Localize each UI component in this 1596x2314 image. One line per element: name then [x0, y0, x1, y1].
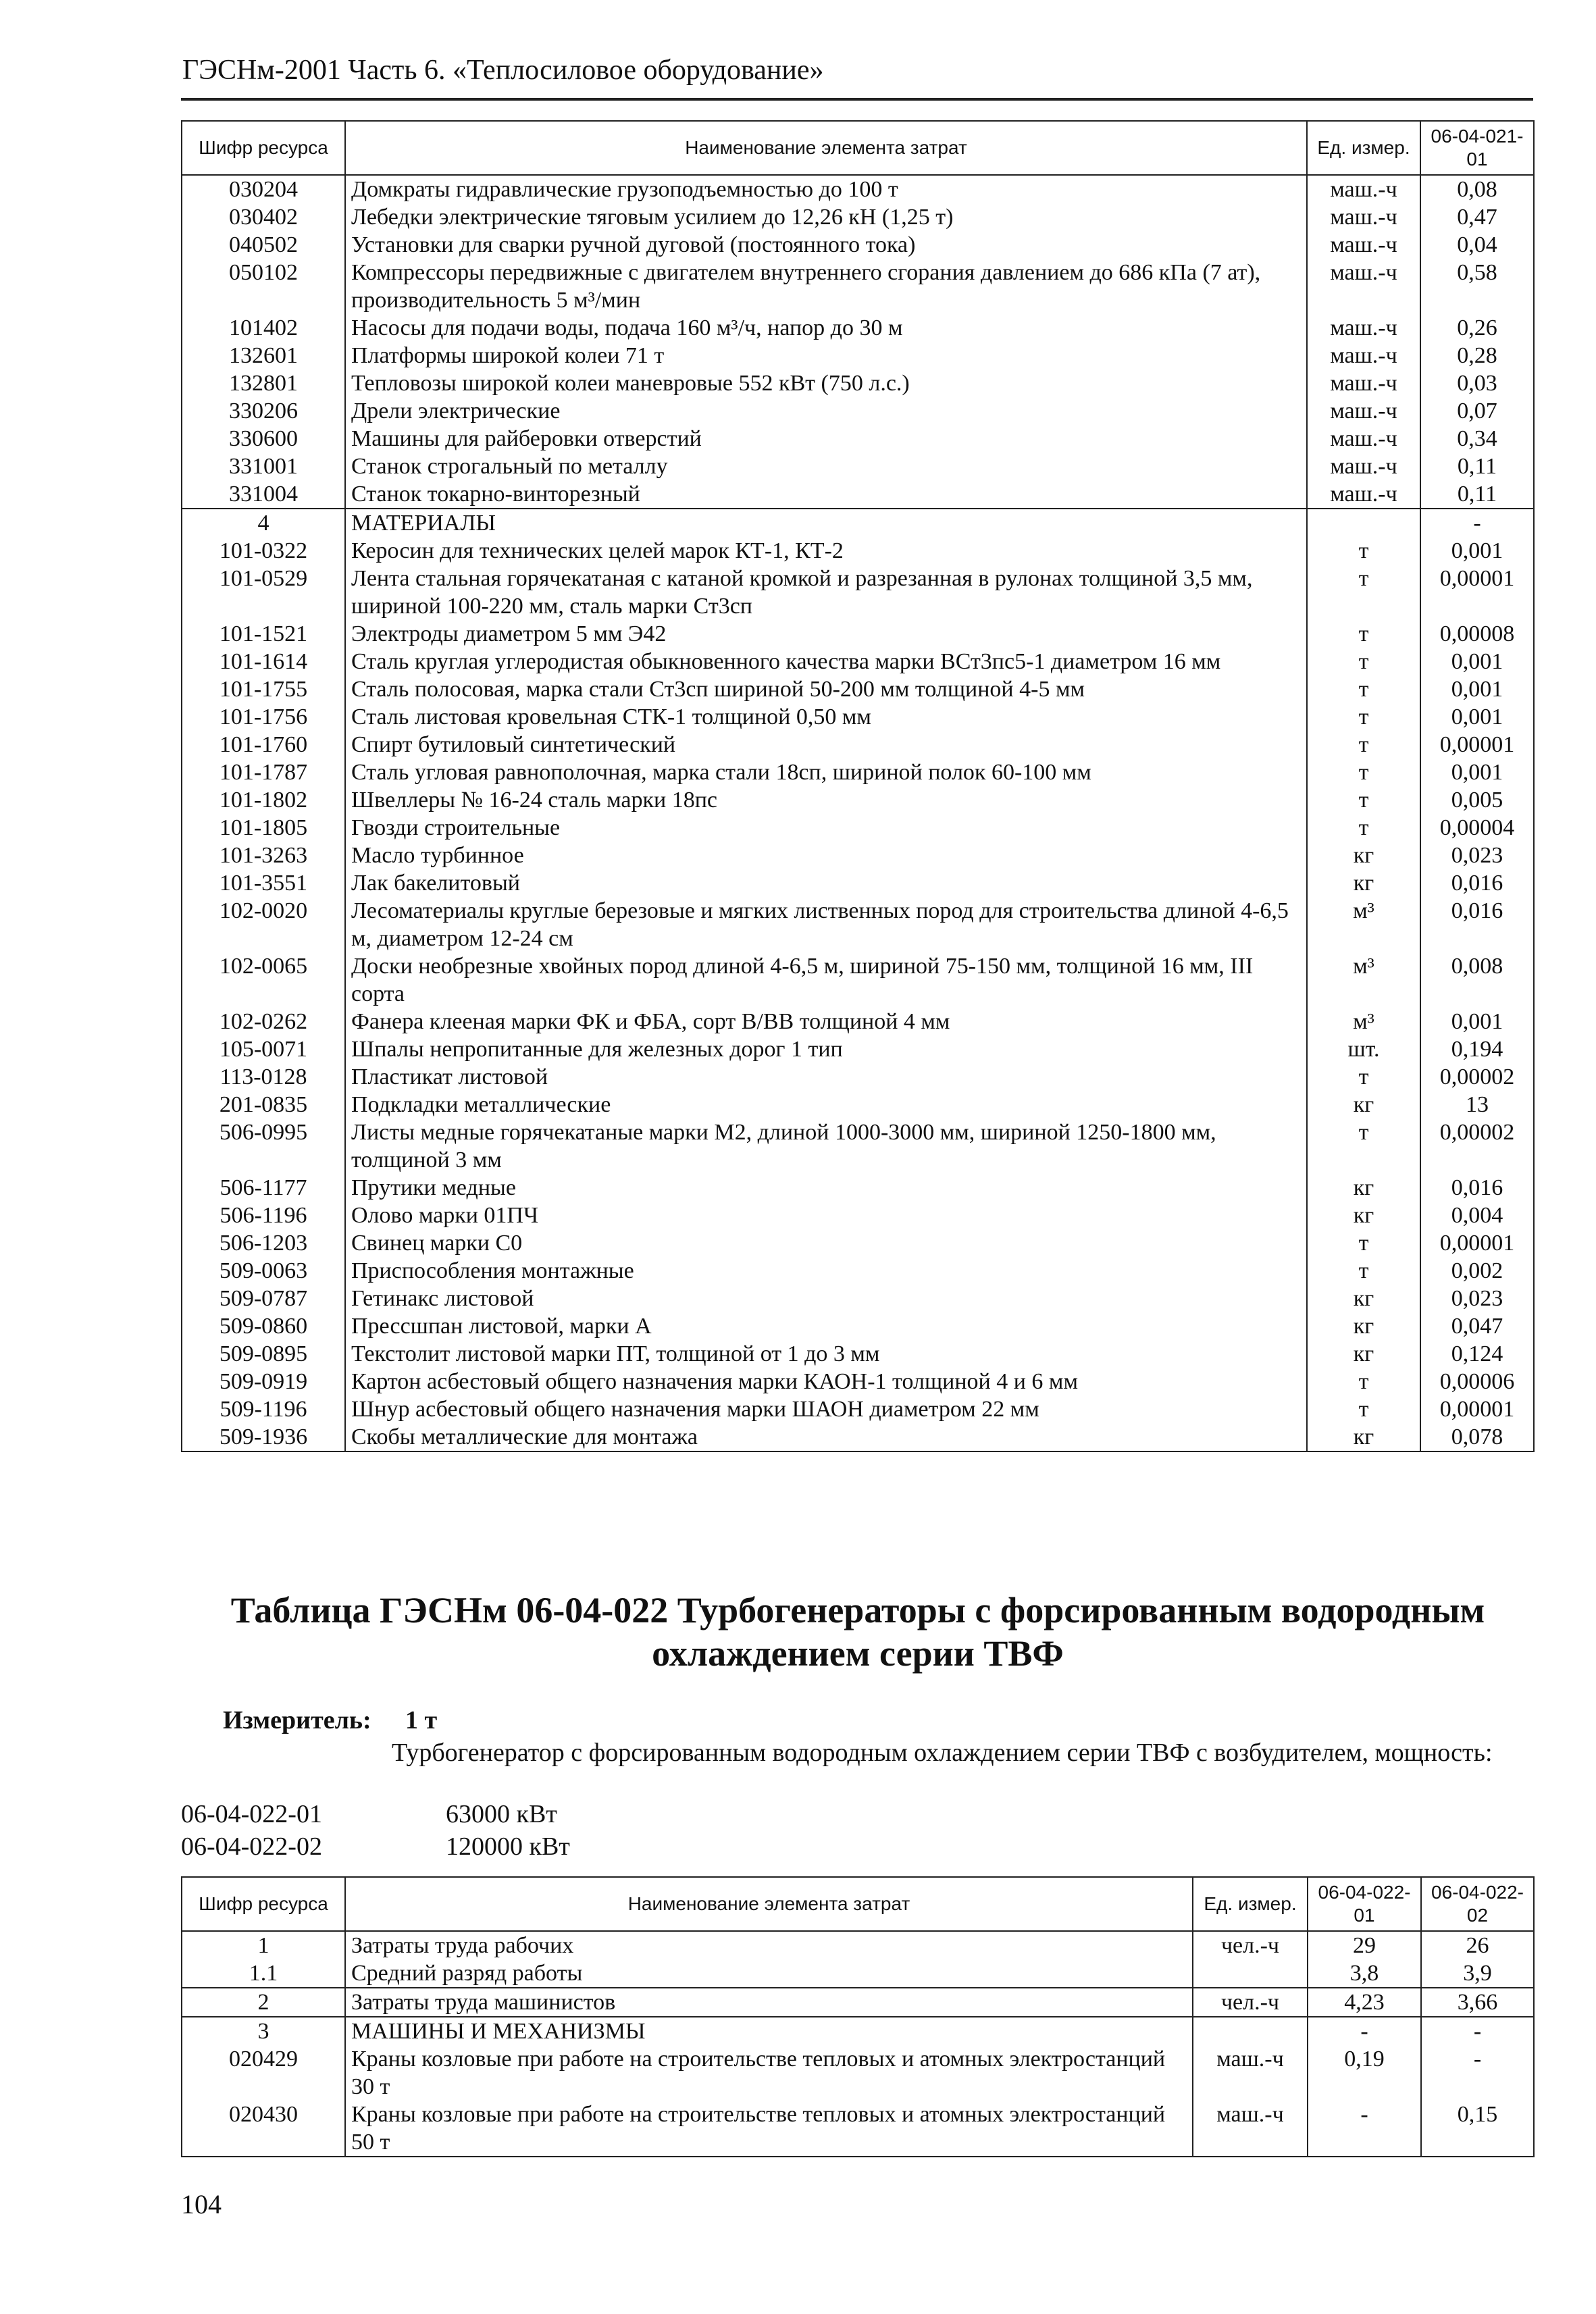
unit-cell: маш.-ч [1193, 2101, 1308, 2157]
resource-code: 1.1 [182, 1959, 345, 1988]
table-row [182, 620, 1534, 648]
unit-cell: т [1307, 1229, 1420, 1257]
resource-code: 040502 [182, 231, 345, 259]
resource-code: 101-1787 [182, 759, 345, 786]
table-row [182, 397, 1534, 425]
resource-name: Спирт бутиловый синтетический [345, 731, 1307, 759]
table-row [182, 231, 1534, 259]
unit-cell [1193, 2017, 1308, 2045]
value-cell-1: 0,001 [1420, 537, 1534, 565]
value-cell-1: 0,03 [1420, 369, 1534, 397]
unit-cell: маш.-ч [1307, 369, 1420, 397]
resource-name: Гвозди строительные [345, 814, 1307, 842]
col-header-unit: Ед. измер. [1193, 1877, 1308, 1931]
resource-name: Приспособления монтажные [345, 1257, 1307, 1285]
unit-cell: т [1307, 731, 1420, 759]
running-header: ГЭСНм-2001 Часть 6. «Теплосиловое оборудование» [182, 55, 824, 86]
resource-name: Краны козловые при работе на строительстве тепловых и атомных электростанций 30 т [345, 2045, 1193, 2101]
resource-code: 102-0065 [182, 952, 345, 1008]
resource-name: Текстолит листовой марки ПТ, толщиной от 1 до 3 мм [345, 1340, 1307, 1368]
resource-name: Шнур асбестовый общего назначения марки ШАОН диаметром 22 мм [345, 1395, 1307, 1423]
resource-code: 102-0262 [182, 1008, 345, 1035]
unit-cell: т [1307, 675, 1420, 703]
value-cell-1: 0,001 [1420, 675, 1534, 703]
value-cell-2: 26 [1421, 1931, 1534, 1959]
resource-name: Сталь листовая кровельная СТК-1 толщиной 0,50 мм [345, 703, 1307, 731]
section-row [182, 2017, 1534, 2045]
value-cell-1: 0,078 [1420, 1423, 1534, 1451]
table-row [182, 203, 1534, 231]
value-cell-1: 0,016 [1420, 1174, 1534, 1202]
value-cell-1: 0,047 [1420, 1312, 1534, 1340]
unit-cell: м³ [1307, 897, 1420, 952]
unit-cell: маш.-ч [1307, 231, 1420, 259]
resource-name: Домкраты гидравлические грузоподъемностью до 100 т [345, 175, 1307, 203]
resource-table-022 [181, 1876, 1535, 2157]
value-cell-1: 0,00001 [1420, 1395, 1534, 1423]
value-cell-1: - [1420, 509, 1534, 537]
table-row [182, 425, 1534, 453]
unit-cell: кг [1307, 1285, 1420, 1312]
resource-name: Пластикат листовой [345, 1063, 1307, 1091]
table-row [182, 1285, 1534, 1312]
resource-name: Тепловозы широкой колеи маневровые 552 кВт (750 л.с.) [345, 369, 1307, 397]
table-row [182, 1174, 1534, 1202]
value-cell-1: 0,28 [1420, 342, 1534, 369]
table-row [182, 897, 1534, 952]
unit-cell: маш.-ч [1307, 175, 1420, 203]
resource-name: Машины для райберовки отверстий [345, 425, 1307, 453]
unit-cell: чел.-ч [1193, 1931, 1308, 1959]
value-cell-1: 0,001 [1420, 759, 1534, 786]
value-cell-1: 0,023 [1420, 842, 1534, 869]
resource-name: Подкладки металлические [345, 1091, 1307, 1119]
table-row [182, 2101, 1534, 2157]
unit-cell: м³ [1307, 1008, 1420, 1035]
value-cell-2: - [1421, 2017, 1534, 2045]
table-row [182, 1119, 1534, 1174]
col-header-unit: Ед. измер. [1307, 121, 1420, 175]
value-cell-1: - [1308, 2017, 1421, 2045]
resource-name: Электроды диаметром 5 мм Э42 [345, 620, 1307, 648]
unit-cell: маш.-ч [1307, 203, 1420, 231]
resource-code: 506-0995 [182, 1119, 345, 1174]
unit-cell: т [1307, 1368, 1420, 1395]
resource-code: 509-0895 [182, 1340, 345, 1368]
table-row [182, 869, 1534, 897]
resource-code: 101-1756 [182, 703, 345, 731]
col-header-value-2: 06-04-022-02 [1421, 1877, 1534, 1931]
table-row [182, 1340, 1534, 1368]
resource-code: 101-0322 [182, 537, 345, 565]
unit-cell: т [1307, 814, 1420, 842]
table-row [182, 1202, 1534, 1229]
resource-name: Сталь угловая равнополочная, марка стали 18сп, шириной полок 60-100 мм [345, 759, 1307, 786]
unit-cell [1193, 1959, 1308, 1988]
table-row [182, 342, 1534, 369]
table-row [182, 1931, 1534, 1959]
resource-code: 3 [182, 2017, 345, 2045]
resource-name: Фанера клееная марки ФК и ФБА, сорт В/ВВ толщиной 4 мм [345, 1008, 1307, 1035]
resource-code: 331001 [182, 453, 345, 480]
value-cell-1: 0,005 [1420, 786, 1534, 814]
resource-code: 101-3551 [182, 869, 345, 897]
resource-code: 030402 [182, 203, 345, 231]
resource-code: 102-0020 [182, 897, 345, 952]
resource-code: 101-1521 [182, 620, 345, 648]
value-cell-1: 0,47 [1420, 203, 1534, 231]
col-header-code: Шифр ресурса [182, 1877, 345, 1931]
value-cell-1: 29 [1308, 1931, 1421, 1959]
resource-code: 509-0063 [182, 1257, 345, 1285]
resource-code: 101-0529 [182, 565, 345, 620]
table-row [182, 1423, 1534, 1451]
resource-name: Лесоматериалы круглые березовые и мягких лиственных пород для строительства длиной 4-6,5 м, диаметром 12-24 см [345, 897, 1307, 952]
table-row [182, 175, 1534, 203]
resource-code: 020430 [182, 2101, 345, 2157]
resource-code: 1 [182, 1931, 345, 1959]
col-header-name: Наименование элемента затрат [345, 1877, 1193, 1931]
table-row [182, 453, 1534, 480]
col-header-name: Наименование элемента затрат [345, 121, 1307, 175]
resource-name: Прутики медные [345, 1174, 1307, 1202]
value-cell-2: 3,66 [1421, 1988, 1534, 2017]
table-row [182, 2045, 1534, 2101]
value-cell-1: 0,58 [1420, 259, 1534, 314]
resource-code: 506-1196 [182, 1202, 345, 1229]
table-row [182, 1959, 1534, 1988]
table-row [182, 1008, 1534, 1035]
value-cell-1: 0,00002 [1420, 1119, 1534, 1174]
value-cell-1: 0,002 [1420, 1257, 1534, 1285]
resource-name: Скобы металлические для монтажа [345, 1423, 1307, 1451]
resource-code: 101-1805 [182, 814, 345, 842]
unit-cell: маш.-ч [1307, 425, 1420, 453]
meter-description: Турбогенератор с форсированным водородным охлаждением серии ТВФ с возбудителем, мощность: [392, 1739, 1493, 1767]
unit-cell: м³ [1307, 952, 1420, 1008]
meter-value: 1 т [405, 1706, 438, 1734]
table-row [182, 648, 1534, 675]
resource-name: Средний разряд работы [345, 1959, 1193, 1988]
value-cell-1: 0,001 [1420, 648, 1534, 675]
unit-cell: чел.-ч [1193, 1988, 1308, 2017]
resource-name: Сталь круглая углеродистая обыкновенного качества марки ВСт3пс5-1 диаметром 16 мм [345, 648, 1307, 675]
value-cell-1: 0,00006 [1420, 1368, 1534, 1395]
resource-code: 331004 [182, 480, 345, 509]
resource-name: Компрессоры передвижные с двигателем внутреннего сгорания давлением до 686 кПа (7 ат), производительность 5 м³/мин [345, 259, 1307, 314]
resource-code: 101-1755 [182, 675, 345, 703]
unit-cell: т [1307, 1395, 1420, 1423]
resource-code: 509-0787 [182, 1285, 345, 1312]
value-cell-1: - [1308, 2101, 1421, 2157]
resource-name: Керосин для технических целей марок КТ-1, КТ-2 [345, 537, 1307, 565]
resource-name: Станок токарно-винторезный [345, 480, 1307, 509]
resource-name: Лебедки электрические тяговым усилием до 12,26 кН (1,25 т) [345, 203, 1307, 231]
unit-cell: кг [1307, 842, 1420, 869]
unit-cell: т [1307, 1119, 1420, 1174]
resource-name: Масло турбинное [345, 842, 1307, 869]
value-cell-1: 13 [1420, 1091, 1534, 1119]
value-cell-2: 0,15 [1421, 2101, 1534, 2157]
table-row [182, 1257, 1534, 1285]
unit-cell: кг [1307, 1423, 1420, 1451]
value-cell-1: 0,001 [1420, 1008, 1534, 1035]
resource-code: 101-1802 [182, 786, 345, 814]
unit-cell: маш.-ч [1307, 480, 1420, 509]
resource-code: 330600 [182, 425, 345, 453]
resource-name: МАШИНЫ И МЕХАНИЗМЫ [345, 2017, 1193, 2045]
resource-code: 506-1203 [182, 1229, 345, 1257]
resource-name: Свинец марки С0 [345, 1229, 1307, 1257]
unit-cell: маш.-ч [1307, 342, 1420, 369]
value-cell-1: 0,00001 [1420, 731, 1534, 759]
unit-cell: маш.-ч [1193, 2045, 1308, 2101]
resource-code: 101-3263 [182, 842, 345, 869]
section-row [182, 1988, 1534, 2017]
table-row [182, 814, 1534, 842]
resource-code: 4 [182, 509, 345, 537]
resource-code: 509-1196 [182, 1395, 345, 1423]
value-cell-1: 0,004 [1420, 1202, 1534, 1229]
header-rule [181, 98, 1533, 101]
resource-name: Гетинакс листовой [345, 1285, 1307, 1312]
unit-cell: маш.-ч [1307, 453, 1420, 480]
resource-name: Сталь полосовая, марка стали Ст3сп шириной 50-200 мм толщиной 4-5 мм [345, 675, 1307, 703]
col-header-value-1: 06-04-022-01 [1308, 1877, 1421, 1931]
resource-code: 509-0860 [182, 1312, 345, 1340]
table-row [182, 259, 1534, 314]
table-title: Таблица ГЭСНм 06-04-022 Турбогенераторы с форсированным водородным охлаждением серии ТВФ [230, 1590, 1485, 1674]
meter-label: Измеритель: [223, 1706, 371, 1734]
value-cell-1: 0,016 [1420, 897, 1534, 952]
resource-name: Затраты труда машинистов [345, 1988, 1193, 2017]
table-row [182, 1395, 1534, 1423]
resource-code: 509-0919 [182, 1368, 345, 1395]
table-row [182, 675, 1534, 703]
unit-cell: кг [1307, 1174, 1420, 1202]
resource-code: 330206 [182, 397, 345, 425]
unit-cell: т [1307, 620, 1420, 648]
col-header-value: 06-04-021-01 [1420, 121, 1534, 175]
value-cell-1: 0,00004 [1420, 814, 1534, 842]
table-row [182, 1063, 1534, 1091]
value-cell-1: 0,00008 [1420, 620, 1534, 648]
resource-code: 030204 [182, 175, 345, 203]
resource-code: 132601 [182, 342, 345, 369]
resource-name: Платформы широкой колеи 71 т [345, 342, 1307, 369]
resource-name: Доски необрезные хвойных пород длиной 4-6,5 м, шириной 75-150 мм, толщиной 16 мм, III сорта [345, 952, 1307, 1008]
unit-cell: кг [1307, 869, 1420, 897]
value-cell-1: 0,001 [1420, 703, 1534, 731]
unit-cell: т [1307, 648, 1420, 675]
resource-table-021 [181, 120, 1535, 1452]
unit-cell: маш.-ч [1307, 314, 1420, 342]
value-cell-1: 0,194 [1420, 1035, 1534, 1063]
table-row [182, 1091, 1534, 1119]
unit-cell: кг [1307, 1091, 1420, 1119]
value-cell-1: 0,00001 [1420, 1229, 1534, 1257]
resource-name: Установки для сварки ручной дуговой (постоянного тока) [345, 231, 1307, 259]
resource-code: 101-1614 [182, 648, 345, 675]
resource-code: 201-0835 [182, 1091, 345, 1119]
table-row [182, 1229, 1534, 1257]
value-cell-1: 0,00002 [1420, 1063, 1534, 1091]
resource-code: 113-0128 [182, 1063, 345, 1091]
table-row [182, 952, 1534, 1008]
table-row [182, 703, 1534, 731]
resource-code: 050102 [182, 259, 345, 314]
resource-code: 132801 [182, 369, 345, 397]
value-cell-1: 0,26 [1420, 314, 1534, 342]
table-row [182, 731, 1534, 759]
value-cell-1: 0,07 [1420, 397, 1534, 425]
page-number: 104 [181, 2189, 222, 2219]
value-cell-1: 3,8 [1308, 1959, 1421, 1988]
unit-cell: кг [1307, 1340, 1420, 1368]
value-cell-1: 0,19 [1308, 2045, 1421, 2101]
value-cell-1: 0,00001 [1420, 565, 1534, 620]
unit-cell: кг [1307, 1312, 1420, 1340]
unit-cell: т [1307, 759, 1420, 786]
value-cell-1: 0,124 [1420, 1340, 1534, 1368]
resource-code: 105-0071 [182, 1035, 345, 1063]
resource-name: Насосы для подачи воды, подача 160 м³/ч, напор до 30 м [345, 314, 1307, 342]
resource-code: 101-1760 [182, 731, 345, 759]
resource-name: Швеллеры № 16-24 сталь марки 18пс [345, 786, 1307, 814]
unit-cell: т [1307, 1063, 1420, 1091]
col-header-code: Шифр ресурса [182, 121, 345, 175]
unit-cell: т [1307, 565, 1420, 620]
unit-cell: т [1307, 537, 1420, 565]
variant-code: 06-04-022-01 [181, 1800, 322, 1828]
value-cell-2: 3,9 [1421, 1959, 1534, 1988]
value-cell-1: 0,11 [1420, 453, 1534, 480]
resource-name: Лак бакелитовый [345, 869, 1307, 897]
value-cell-1: 4,23 [1308, 1988, 1421, 2017]
value-cell-1: 0,34 [1420, 425, 1534, 453]
unit-cell: т [1307, 786, 1420, 814]
variant-value: 120000 кВт [446, 1832, 570, 1861]
resource-name: Листы медные горячекатаные марки М2, длиной 1000-3000 мм, шириной 1250-1800 мм, толщиной 3 мм [345, 1119, 1307, 1174]
variant-value: 63000 кВт [446, 1800, 557, 1828]
resource-name: Шпалы непропитанные для железных дорог 1 тип [345, 1035, 1307, 1063]
table-row [182, 314, 1534, 342]
table-row [182, 369, 1534, 397]
value-cell-1: 0,016 [1420, 869, 1534, 897]
value-cell-1: 0,008 [1420, 952, 1534, 1008]
resource-name: Дрели электрические [345, 397, 1307, 425]
unit-cell: т [1307, 1257, 1420, 1285]
table-row [182, 1035, 1534, 1063]
resource-code: 509-1936 [182, 1423, 345, 1451]
resource-name: МАТЕРИАЛЫ [345, 509, 1307, 537]
resource-name: Краны козловые при работе на строительстве тепловых и атомных электростанций 50 т [345, 2101, 1193, 2157]
table-row [182, 1312, 1534, 1340]
unit-cell: шт. [1307, 1035, 1420, 1063]
resource-name: Станок строгальный по металлу [345, 453, 1307, 480]
table-row [182, 786, 1534, 814]
resource-name: Затраты труда рабочих [345, 1931, 1193, 1959]
resource-code: 506-1177 [182, 1174, 345, 1202]
table-row [182, 537, 1534, 565]
table-row [182, 480, 1534, 509]
value-cell-2: - [1421, 2045, 1534, 2101]
table-row [182, 842, 1534, 869]
value-cell-1: 0,11 [1420, 480, 1534, 509]
unit-cell: кг [1307, 1202, 1420, 1229]
unit-cell: маш.-ч [1307, 259, 1420, 314]
value-cell-1: 0,04 [1420, 231, 1534, 259]
value-cell-1: 0,08 [1420, 175, 1534, 203]
resource-code: 020429 [182, 2045, 345, 2101]
section-row [182, 509, 1534, 537]
resource-name: Картон асбестовый общего назначения марки КАОН-1 толщиной 4 и 6 мм [345, 1368, 1307, 1395]
unit-cell [1307, 509, 1420, 537]
value-cell-1: 0,023 [1420, 1285, 1534, 1312]
table-row [182, 565, 1534, 620]
resource-name: Олово марки 01ПЧ [345, 1202, 1307, 1229]
resource-name: Прессшпан листовой, марки А [345, 1312, 1307, 1340]
unit-cell: маш.-ч [1307, 397, 1420, 425]
variant-code: 06-04-022-02 [181, 1832, 322, 1861]
resource-name: Лента стальная горячекатаная с катаной кромкой и разрезанная в рулонах толщиной 3,5 мм, шириной 100-220 мм, сталь марки Ст3сп [345, 565, 1307, 620]
unit-cell: т [1307, 703, 1420, 731]
resource-code: 101402 [182, 314, 345, 342]
resource-code: 2 [182, 1988, 345, 2017]
table-row [182, 759, 1534, 786]
table-row [182, 1368, 1534, 1395]
